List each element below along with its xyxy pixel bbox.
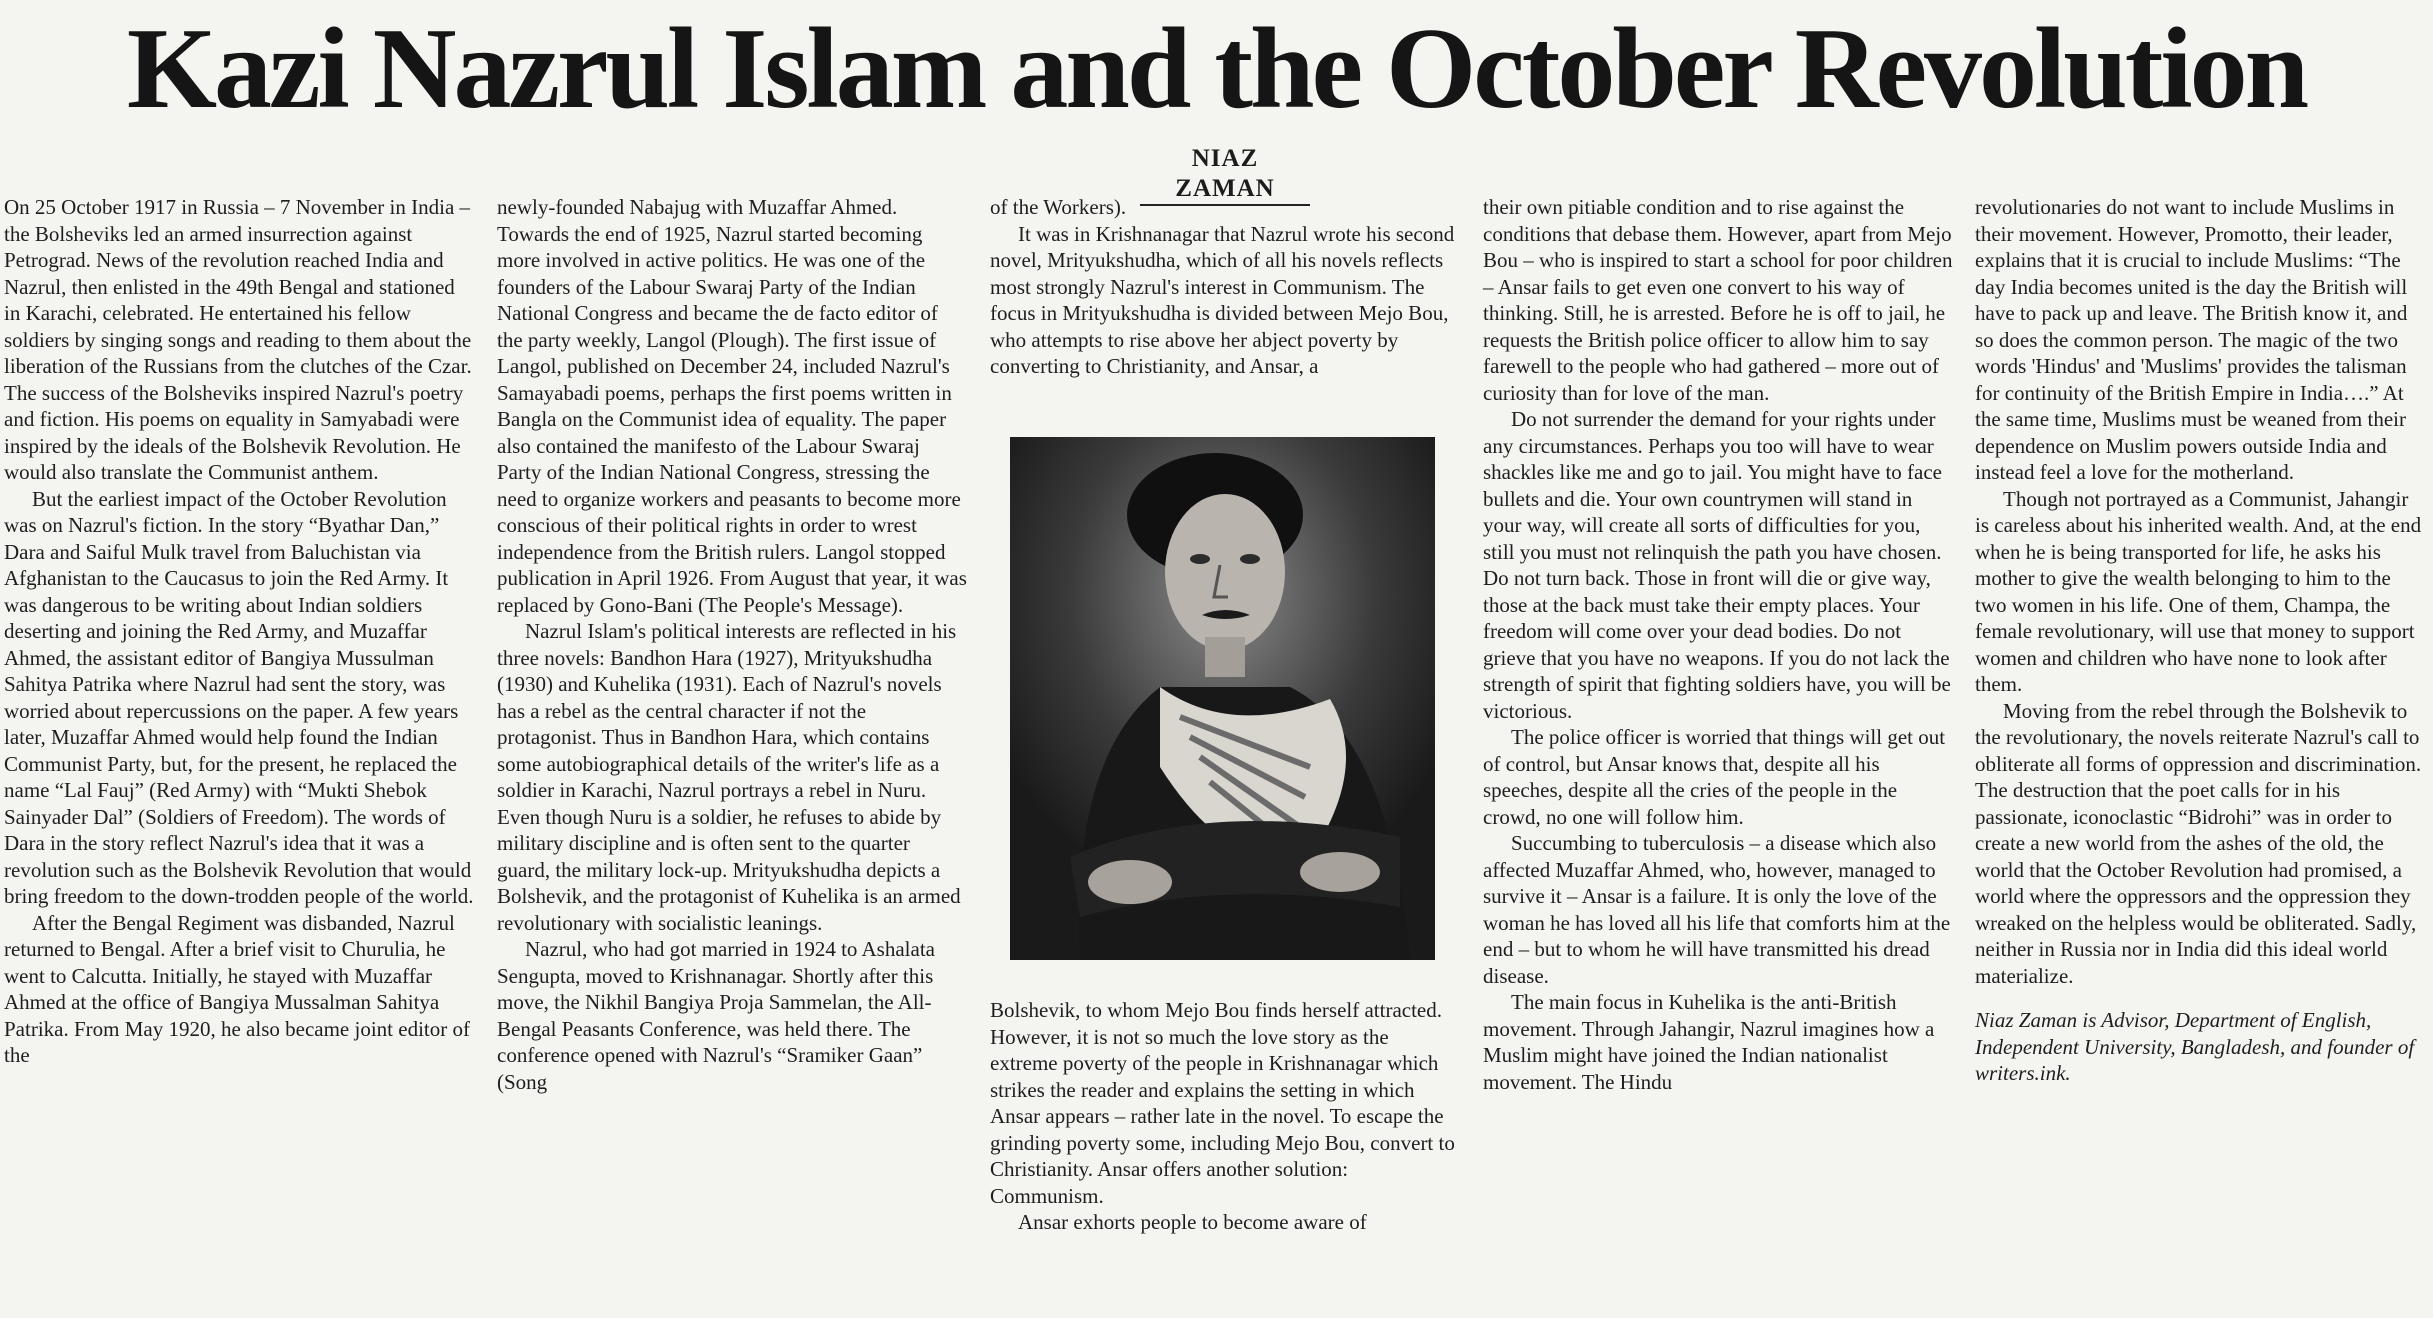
headline: Kazi Nazrul Islam and the October Revolution (126, 5, 2307, 133)
paragraph: Ansar exhorts people to become aware of (1018, 1210, 1367, 1234)
paragraph: But the earliest impact of the October Revolution was on Nazrul's fiction. In the story “Byathar Dan,” Dara and Saiful Mulk travel from Baluchistan via Afghanistan to the Caucasus to join the Red Army. It was dangerous to be writing about Indian soldiers deserting and joining the Red Army, and Muzaffar Ahmed, the assistant editor of Bangiya Mussulman Sahitya Patrika where Nazrul had sent the story, was worried about repercussions on the paper. A few years later, Muzaffar Ahmed would help found the Indian Communist Party, but, for the present, he replaced the name “Lal Fauj” (Red Army) with “Mukti Shebok Sainyader Dal” (Soldiers of Freedom). The words of Dara in the story reflect Nazrul's idea that it was a revolution such as the Bolshevik Revolution that would bring freedom to the down-trodden people of the world. (4, 486, 474, 908)
portrait-illustration (1010, 437, 1435, 960)
column-5 (1975, 194, 2425, 1087)
column-4 (1483, 194, 1953, 1095)
paragraph: their own pitiable condition and to rise against the conditions that debase them. However, apart from Mejo Bou – who is inspired to start a school for poor children – Ansar fails to get even one convert to his way of thinking. Still, he is arrested. Before he is off to jail, he requests the British police officer to allow him to say farewell to the people who had gathered – more out of curiosity than for love of the man. (1483, 195, 1953, 405)
byline: NIAZ ZAMAN (1140, 144, 1310, 206)
paragraph: It was in Krishnanagar that Nazrul wrote his second novel, Mrityukshudha, which of all his novels reflects most strongly Nazrul's interest in Communism. The focus in Mrityukshudha is divided between Mejo Bou, who attempts to rise above her abject poverty by converting to Christianity, and Ansar, a (990, 221, 1455, 378)
paragraph: Do not surrender the demand for your rights under any circumstances. Perhaps you too will have to wear shackles like me and go to jail. You might have to face bullets and die. Your own countrymen will stand in your way, will create all sorts of difficulties for you, still you must not relinquish the path you have chosen. Do not turn back. Those in front will die or give way, those at the back must take their empty places. Your freedom will come over your dead bodies. Do not grieve that you have no weapons. If you do not lack the strength of spirit that fighting soldiers have, you will be victorious. (1483, 407, 1951, 723)
paragraph: The main focus in Kuhelika is the anti-British movement. Through Jahangir, Nazrul imagines how a Muslim might have joined the Indian nationalist movement. The Hindu (1483, 990, 1935, 1094)
column-3-bottom (990, 997, 1460, 1236)
paragraph: Nazrul Islam's political interests are reflected in his three novels: Bandhon Hara (1927), Mrityukshudha (1930) and Kuhelika (1931). Each of Nazrul's novels has a rebel as the central character if not the protagonist. Thus in Bandhon Hara, which contains some autobiographical details of the writer's life as a soldier in Karachi, Nazrul portrays a rebel in Nuru. Even though Nuru is a soldier, he refuses to abide by military discipline and is often sent to the quarter guard, the military lock-up. Mrityukshudha depicts a Bolshevik, and the protagonist of Kuhelika is an armed revolutionary with socialistic leanings. (497, 619, 961, 935)
paragraph: revolutionaries do not want to include Muslims in their movement. However, Promotto, their leader, explains that it is crucial to include Muslims: “The day India becomes united is the day the British will have to pack up and leave. The British know it, and so does the common person. The magic of the two words 'Hindus' and 'Muslims' provides the talisman for continuity of the British Empire in India….” At the same time, Muslims must be weaned from their dependence on Muslim powers outside India and instead feel a love for the motherland. (1975, 195, 2408, 484)
column-2 (497, 194, 967, 1095)
paragraph: Succumbing to tuberculosis – a disease which also affected Muzaffar Ahmed, who, however, managed to survive it – Ansar is a failure. It is only the love of the woman he has loved all his life that comforts him at the end – but to whom he will have transmitted his dread disease. (1483, 831, 1951, 988)
author-note: Niaz Zaman is Advisor, Department of English, Independent University, Bangladesh, and founder of writers.ink. (1975, 1008, 2415, 1085)
paragraph: of the Workers). (990, 195, 1127, 219)
paragraph: The police officer is worried that things will get out of control, but Ansar knows that, despite all his speeches, despite all the cries of the people in the crowd, no one will follow him. (1483, 725, 1946, 829)
column-3-top (990, 194, 1460, 380)
paragraph: Though not portrayed as a Communist, Jahangir is careless about his inherited wealth. And, at the end when he is being transported for life, he asks his mother to give the wealth belonging to him to the two women in his life. One of them, Champa, the female revolutionary, will use that money to support women and children who have none to look after them. (1975, 486, 2422, 696)
paragraph: Moving from the rebel through the Bolshevik to the revolutionary, the novels reiterate Nazrul's call to obliterate all forms of oppression and discrimination. The destruction that the poet calls for in his passionate, iconoclastic “Bidrohi” was in order to create a new world from the ashes of the old, the world that the October Revolution had promised, a world where the oppressors and the oppression they wreaked on the helpless would be obliterated. Sadly, neither in Russia nor in India did this ideal world materialize. (1975, 698, 2422, 988)
column-1 (4, 194, 474, 1069)
paragraph: Nazrul, who had got married in 1924 to Ashalata Sengupta, moved to Krishnanagar. Shortly after this move, the Nikhil Bangiya Proja Sammelan, the All-Bengal Peasants Conference, was held there. The conference opened with Nazrul's “Sramiker Gaan” (Song (497, 937, 935, 1094)
paragraph: After the Bengal Regiment was disbanded, Nazrul returned to Bengal. After a brief visit to Churulia, he went to Calcutta. Initially, he stayed with Muzaffar Ahmed at the office of Bangiya Mussalman Sahitya Patrika. From May 1920, he also became joint editor of the (4, 910, 470, 1067)
portrait-photo (1010, 437, 1435, 960)
paragraph: On 25 October 1917 in Russia – 7 November in India – the Bolsheviks led an armed insurrection against Petrograd. News of the revolution reached India and Nazrul, then enlisted in the 49th Bengal and stationed in Karachi, celebrated. He entertained his fellow soldiers by singing songs and reading to them about the liberation of the Russians from the clutches of the Czar. The success of the Bolsheviks inspired Nazrul's poetry and fiction. His poems on equality in Samyabadi were inspired by the ideals of the Bolshevik Revolution. He would also translate the Communist anthem. (4, 195, 472, 484)
paragraph: Bolshevik, to whom Mejo Bou finds herself attracted. However, it is not so much the love story as the extreme poverty of the people in Krishnanagar which strikes the reader and explains the setting in which Ansar appears – rather late in the novel. To escape the grinding poverty some, including Mejo Bou, convert to Christianity. Ansar offers another solution: Communism. (990, 998, 1455, 1208)
paragraph: newly-founded Nabajug with Muzaffar Ahmed. Towards the end of 1925, Nazrul started becoming more involved in active politics. He was one of the founders of the Labour Swaraj Party of the Indian National Congress and became the de facto editor of the party weekly, Langol (Plough). The first issue of Langol, published on December 24, included Nazrul's Samayabadi poems, perhaps the first poems written in Bangla on the Communist idea of equality. The paper also contained the manifesto of the Labour Swaraj Party of the Indian National Congress, stressing the need to organize workers and peasants to become more conscious of their political rights in order to wrest independence from the British rulers. Langol stopped publication in April 1926. From August that year, it was replaced by Gono-Bani (The People's Message). (497, 195, 967, 617)
